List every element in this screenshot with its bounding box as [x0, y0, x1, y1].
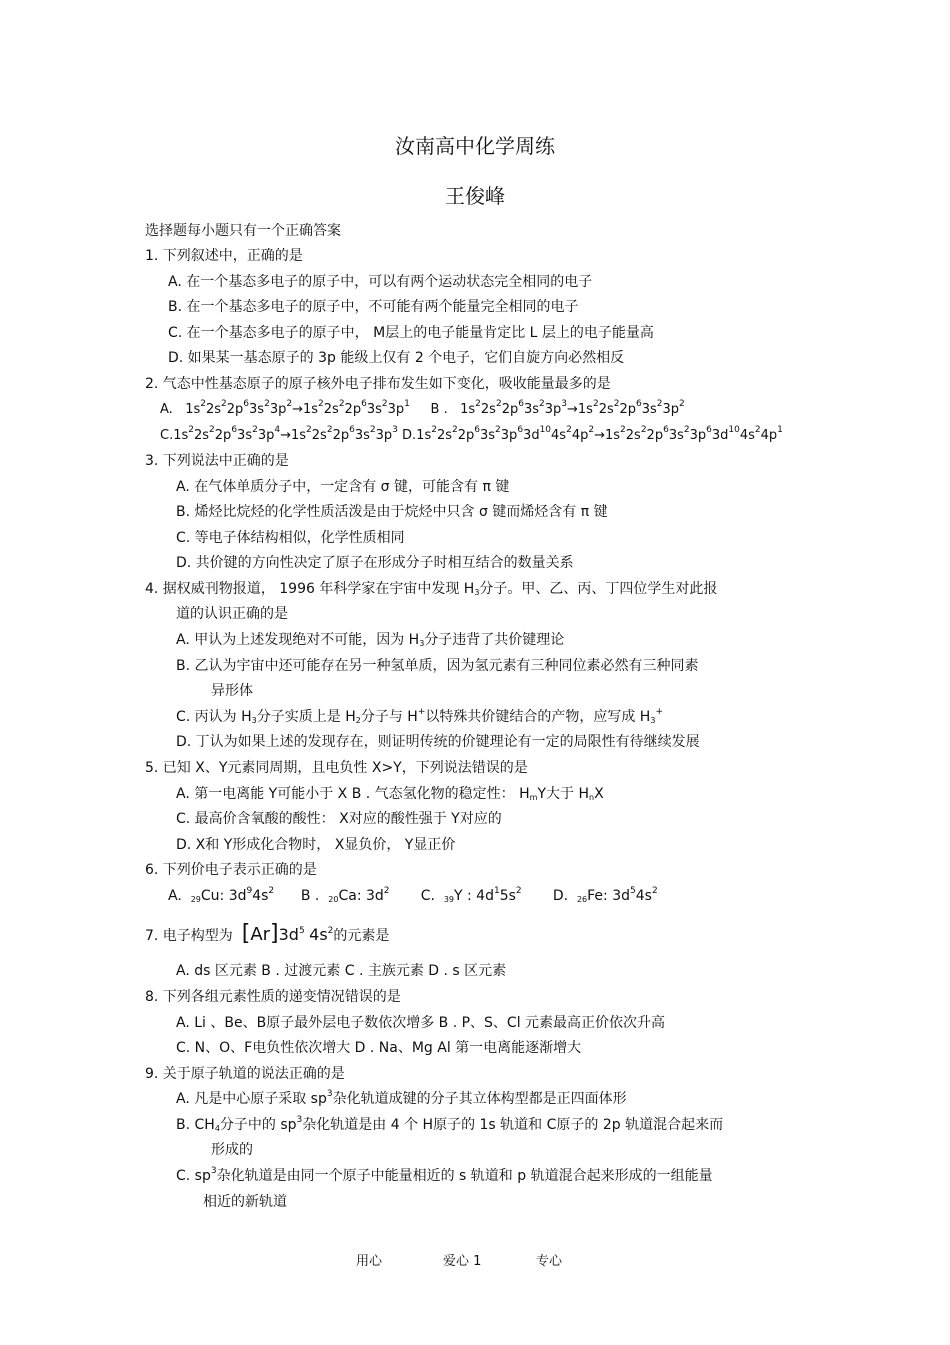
- q2-options-ab: A. $1s^22s^22p^63s^23p^2\to 1s^22s^22p^63s^23p^1$ B . $1s^22s^22p^63s^23p^3\to 1s^22s^22p^63s^23p^2$: [160, 399, 685, 417]
- q7-stem: 7. 电子构型为 $[Ar]3d^5$ $4s^2$的元素是: [145, 921, 390, 946]
- q3-stem: 3. 下列说法中正确的是: [145, 453, 289, 469]
- q1-option-d: D. 如果某一基态原子的 3p 能级上仅有 2 个电子，它们自旋方向必然相反: [168, 350, 625, 366]
- q2-stem: 2. 气态中性基态原子的原子核外电子排布发生如下变化，吸收能量最多的是: [145, 376, 611, 392]
- q7-options: A. ds 区元素 B . 过渡元素 C . 主族元素 D . s 区元素: [176, 963, 507, 979]
- q9-option-c-cont: 相近的新轨道: [203, 1194, 287, 1210]
- q3-option-d: D. 共价键的方向性决定了原子在形成分子时相互结合的数量关系: [176, 555, 574, 571]
- q6-options: A. $_{29}$Cu: $3d^94s^2$ B . $_{20}$Ca: $3d^2$ C. $_{39}$Y : $4d^15s^2$ D. $_{26}$Fe: $3d^54s^2$: [168, 886, 658, 904]
- q5-option-c: C. 最高价含氧酸的酸性： X对应的酸性强于 Y对应的: [176, 811, 502, 827]
- bracket-right: ]: [270, 921, 279, 946]
- q8-options-ab: A. Li 、Be、B原子最外层电子数依次增多 B . P、S、Cl 元素最高正价依次升高: [176, 1015, 666, 1031]
- q9-option-b-cont: 形成的: [211, 1142, 253, 1158]
- q5-stem: 5. 已知 X、Y元素同周期，且电负性 X>Y，下列说法错误的是: [145, 760, 528, 776]
- q2-label-b: B .: [430, 402, 448, 417]
- q8-stem: 8. 下列各组元素性质的递变情况错误的是: [145, 989, 401, 1005]
- q3-option-a: A. 在气体单质分子中，一定含有 σ 键，可能含有 π 键: [176, 479, 510, 495]
- q6-stem: 6. 下列价电子表示正确的是: [145, 862, 317, 878]
- q9-option-b: B. $CH_4$分子中的 $sp^3$杂化轨道是由 4 个 H原子的 1s 轨道和 C原子的 2p 轨道混合起来而: [176, 1115, 724, 1133]
- q8-options-cd: C. N、O、F电负性依次增大 D . Na、Mg Al 第一电离能逐渐增大: [176, 1040, 582, 1056]
- document-title: 汝南高中化学周练: [395, 134, 555, 158]
- q1-option-c: C. 在一个基态多电子的原子中， M层上的电子能量肯定比 L 层上的电子能量高: [168, 325, 654, 341]
- q4-stem: 4. 据权威刊物报道， 1996 年科学家在宇宙中发现 $H_3$分子。甲、乙、丙、丁四位学生对此报: [145, 581, 718, 597]
- arrow-icon: →: [567, 402, 578, 417]
- author-name: 王俊峰: [445, 184, 505, 208]
- arrow-icon: →: [594, 428, 605, 443]
- q4-option-b-cont: 异形体: [211, 683, 253, 699]
- q4-option-d: D. 丁认为如果上述的发现存在，则证明传统的价键理论有一定的局限性有待继续发展: [176, 734, 700, 750]
- q4-option-a: A. 甲认为上述发现绝对不可能，因为 $H_3$分子违背了共价键理论: [176, 632, 565, 648]
- q2-options-cd: $C.1s^22s^22p^63s^23p^4\to 1s^22s^22p^63s^23p^3$ $D.1s^22s^22p^63s^23p^63d^{10}4s^24p^2\to 1s^22s^22p^63s^23p^63d^{10}4s^24p^1$: [160, 425, 783, 443]
- q2-label-a: A.: [160, 402, 173, 417]
- q1-option-a: A. 在一个基态多电子的原子中，可以有两个运动状态完全相同的电子: [168, 274, 593, 290]
- q4-option-b: B. 乙认为宇宙中还可能存在另一种氢单质，因为氢元素有三种同位素必然有三种同素: [176, 658, 699, 674]
- q9-option-a: A. 凡是中心原子采取 $sp^3$杂化轨道成键的分子其立体构型都是正四面体形: [176, 1089, 627, 1107]
- instructions: 选择题每小题只有一个正确答案: [145, 223, 341, 239]
- footer-left: 用心: [356, 1254, 383, 1269]
- q9-stem: 9. 关于原子轨道的说法正确的是: [145, 1066, 345, 1082]
- arrow-icon: →: [280, 428, 291, 443]
- q9-option-c: C. $sp^3$杂化轨道是由同一个原子中能量相近的 s 轨道和 p 轨道混合起来形成的一组能量: [176, 1166, 713, 1184]
- q5-options-ab: A. 第一电离能 Y可能小于 X B . 气态氢化物的稳定性： $H_mY$大于 $H_nX$: [176, 786, 604, 802]
- q2-label-c: C.: [160, 428, 174, 443]
- q3-option-b: B. 烯烃比烷烃的化学性质活泼是由于烷烃中只含 σ 键而烯烃含有 π 键: [176, 504, 608, 520]
- bracket-left: [: [241, 921, 251, 946]
- q5-option-d: D. X和 Y形成化合物时， X显负价， Y显正价: [176, 837, 456, 853]
- footer-right: 专心: [536, 1254, 563, 1269]
- q4-option-c: C. 丙认为 $H_3$分子实质上是 $H_2$分子与 H+以特殊共价键结合的产物，应写成 $H_3^+$: [176, 707, 663, 725]
- arrow-icon: →: [292, 402, 303, 417]
- q4-stem-cont: 道的认识正确的是: [176, 606, 288, 622]
- q3-option-c: C. 等电子体结构相似，化学性质相同: [176, 530, 405, 546]
- q2-label-d: D.: [402, 428, 417, 443]
- q1-stem: 1. 下列叙述中，正确的是: [145, 248, 303, 264]
- footer-middle: 爱心 1: [443, 1254, 482, 1269]
- q1-option-b: B. 在一个基态多电子的原子中，不可能有两个能量完全相同的电子: [168, 299, 579, 315]
